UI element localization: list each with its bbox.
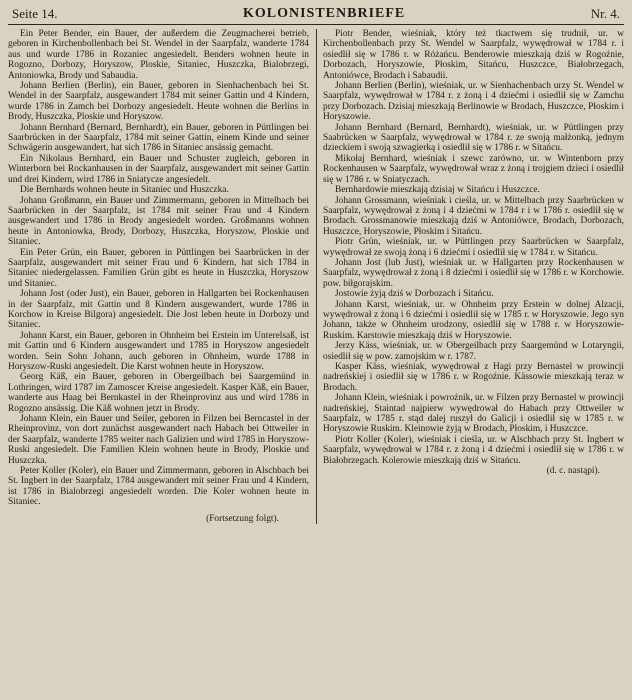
- paragraph: Johann Jost (oder Just), ein Bauer, geboren in Hallgarten bei Rockenhausen in der Saarpfalz, mit Gattin und 8 Kindern ausgewandert, wurde 1786 in Korchow in Kreise Bilgora) angesiedelt. Die Jost leben heute in Dorbozy und Sitaniec.: [8, 289, 309, 331]
- paragraph: Mikołaj Bernhard, wieśniak i szewc zarówno, ur. w Wintenborn przy Rockenhausen w Saarpfalz, wywędrował wraz z żoną i trojgiem dzieci i osiedlił się w 1786 r. w Sniatyczach.: [323, 153, 624, 185]
- paragraph: Johann Karst, ein Bauer, geboren in Ohnheim bei Erstein im Unterelsaß, ist mit Gattin und 6 Kindern ausgewandert und 1785 in Horyszow angesiedelt worden. Sein Sohn Johann, auch geboren in Ohnheim, wurde 1788 in Horyszow-Ruski angesiedelt. Die Karst wohnen heute in Horyszow.: [8, 330, 309, 372]
- paragraph: Piotr Grün, wieśniak, ur. w Püttlingen przy Saarbrücken w Saarpfalz, wywędrował ze swoją żoną i 6 dziećmi i osiedlił się w 1784 r. w Sitańcu.: [323, 237, 624, 258]
- continuation-note: (Fortsetzung folgt).: [206, 513, 279, 524]
- paragraph: Johann Jost (lub Just), wieśniak ur. w Hallgarten przy Rockenhausen w Saarpfalz, wywędrował z żoną i 8 dziećmi i osiedlił się w 1786 r. w Korchowie. pow. biłgorajskim.: [323, 257, 624, 289]
- page-title: KOLONISTENBRIEFE: [242, 6, 406, 21]
- paragraph: Ein Nikolaus Bernhard, ein Bauer und Schuster zugleich, geboren in Winterborn bei Rockanhausen in der Saarpfalz, ausgewandert mit seiner Gattin und drei Kindern, wird 1786 in Sniatycze angesiedelt.: [8, 153, 309, 185]
- paragraph: Johann Bernhard (Bernard, Bernhardt), wieśniak, ur. w Püttlingen przy Saabrücken w Saarpfalz, wywędrował w 1784 r. ze swoją małżonką, jednym dzieckiem i swoją szwagierką i osiedlił się w 1786 r. w Sitańcu.: [323, 122, 624, 154]
- polish-column: [316, 29, 624, 524]
- continuation-note: (d. c. nastąpi).: [546, 466, 600, 477]
- paragraph: Georg Käß, ein Bauer, geboren in Obergeilbach bei Saargemünd in Lothringen, wird 1787 im Zamoscer Kreise angesiedelt. Kasper Käß, ein Bauer, wanderte aus Haag bei Bernkastel in der Rheinprovinz aus und wird 1786 in Rogozno ansässig. Die Käß wohnen jetzt in Brody.: [8, 372, 309, 414]
- page-header: [8, 6, 624, 25]
- paragraph: Johann Bernhard (Bernard, Bernhardt), ein Bauer, geboren in Püttlingen bei Saarbrücken in der Saarpfalz, 1784 mit seiner Gattin, einem Kinde und seiner Schwägerin ausgewandert, hat sich 1786 in Sitaniec ansässig gemacht.: [8, 122, 309, 154]
- paragraph: Johann Berlien (Berlin), ein Bauer, geboren in Sienhachenbach bei St. Wendel in der Saarpfalz, ausgewandert 1784 mit seiner Gattin und 4 Kindern, wurde 1786 in Zamch bei Dorbozy angesiedelt. Heute wohnen die Berlins in Brody, Huszczka, Ploskie und Horyszow.: [8, 81, 309, 123]
- paragraph: Johann Grossmann, wieśniak i cieśla, ur. w Mittelbach przy Saarbrücken w Saarpfalz, wywędrował z żoną i 4 dziećmi w 1784 r i w 1786 r. osiedlił się w Brodach. Grossmanowie mieszkają dziś w Antoniówce, Brodach, Dorbozach, Huszczce, Horyszowie, Płoskim i Sitańcu.: [323, 195, 624, 237]
- paragraph: Die Bernhards wohnen heute in Sitaniec und Huszczka.: [20, 185, 229, 196]
- paragraph: Peter Koller (Koler), ein Bauer und Zimmermann, geboren in Alschbach bei St. Ingbert in der Saarpfalz, 1784 ausgewandert mit seiner Frau und 4 Kindern, ist 1786 in Bialobrzegi angesiedelt worden. Die Koler wohnen heute in Sitaniec.: [8, 466, 309, 508]
- paragraph: Jerzy Käss, wieśniak, ur. w Obergeilbach przy Saargemünd w Lotaryngii, osiedlił się w pow. zamojskim w r. 1787.: [323, 341, 624, 362]
- paragraph: Johann Berlien (Berlin), wieśniak, ur. w Sienhachenbach urzy St. Wendel w Saarpfalz, wywędrował w 1784 r. z żoną i 4 dziećmi i osiedlił się w Zamchu przy Dorbozach. Dzisiaj mieszkają Berlinowie w Brodach, Huszczce, Płoskim i Horyszowie.: [323, 81, 624, 123]
- column-divider: [316, 29, 317, 524]
- paragraph: Ein Peter Bender, ein Bauer, der außerdem die Zeugmacherei betrieb, geboren in Kirchenbollenbach bei St. Wendel in der Saarpfalz, wanderte 1784 aus und wurde 1786 in Rozaniec angesiedelt. Benders wohnen heute in Rogozno, Dorbozy, Horyszow, Ploskie, Sitaniec, Huszczka, Bialobrzegi, Antoniowka, Brody und Sabaudia.: [8, 29, 309, 81]
- paragraph: Jostowie żyją dziś w Dorbozach i Sitańcu.: [335, 289, 494, 300]
- issue-number: Nr. 4.: [590, 6, 620, 21]
- paragraph: Piotr Bender, wieśniak, który też tkactwem się trudnił, ur. w Kirchenbollenbach przy St. Wendel w Saarpfalz, wywędrował w 1784 r. i osiedlił się w 1786 r. w Różańcu. Benderowie mieszkają dziś w Rogoźnie, Dorbozach, Horyszowie, Płoskim, Sitańcu, Huszczce, Białobrzegach, Antoniówce, Brodach i Sabaudii.: [323, 29, 624, 81]
- paragraph: Johann Karst, wieśniak, ur. w Ohnheim przy Erstein w dolnej Alzacji, wywędrował z żoną i 6 dziećmi i osiedlił się w 1785 r. w Horyszowie. Jego syn Johann, także w Ohnheim urodzony, osiedlił się w 1788 r. w Horyszowie-Ruskim. Karstowie mieszkają dziś w Horyszowie.: [323, 299, 624, 341]
- paragraph: Piotr Koller (Koler), wieśniak i cieśla, ur. w Alschbach przy St. Ingbert w Saarpfalz, wywędrował w 1784 r. z żoną i 4 dziećmi i osiedlił się w 1786 r. w Białobrzegach. Kolerowie mieszkają dziś w Sitańcu.: [323, 434, 624, 466]
- paragraph: Kasper Käss, wieśniak, wywędrował z Hagi przy Bernastel w prowincji nadreńskiej i osiedlił się w 1786 r. w Rogoźnie. Kässowie mieszkają teraz w Brodach.: [323, 362, 624, 393]
- paragraph: Johann Klein, wieśniak i powroźnik, ur. w Filzen przy Bernastel w prowincji nadreńskiej, Staintad najpierw wywędrował do Habach przy Ottweiler w Saarpfalz, w 1785 r. stąd dalej ruszył do Galicji i osiedlił się w 1785 r. w Horyszowie Ruskim. Kleinowie żyją w Brodach, Płoskim, i Huszczce.: [323, 393, 624, 435]
- page-number: Seite 14.: [12, 6, 58, 21]
- paragraph: Johann Klein, ein Bauer und Seiler, geboren in Filzen bei Berncastel in der Rheinprovinz, von dort zunächst ausgewandert nach Habach bei Ottweiler in der Saarpfalz, wanderte 1785 weiter nach Galizien und wird 1785 in Horyszow-Ruski angesiedelt. Die Familien Klein wohnen heute in Brody, Ploskie und Huszczka.: [8, 414, 309, 466]
- german-column: [8, 29, 316, 524]
- paragraph: Johann Großmann, ein Bauer und Zimmermann, geboren in Mittelbach bei Saarbrücken in der Saarpfalz, ist 1784 mit seiner Frau und 4 Kindern ausgewandert und 1786 in Brody angesiedelt worden. Großmanns wohnen heute in Antoniowka, Brody, Dorbozy, Huszczka, Horyszow, Ploskie und Sitaniec.: [8, 195, 309, 248]
- paragraph: Ein Peter Grün, ein Bauer, geboren in Püttlingen bei Saarbrücken in der Saarpfalz, ausgewandert mit seiner Frau und 6 Kindern, hat sich 1784 in Sitaniec niedergelassen. Familien Grün gibt es heute in Huszczka, Horyszow und Sitaniec.: [8, 247, 309, 289]
- paragraph: Bernhardowie mieszkają dzisiaj w Sitańcu i Huszczce.: [335, 185, 540, 196]
- two-column-body: [8, 29, 624, 524]
